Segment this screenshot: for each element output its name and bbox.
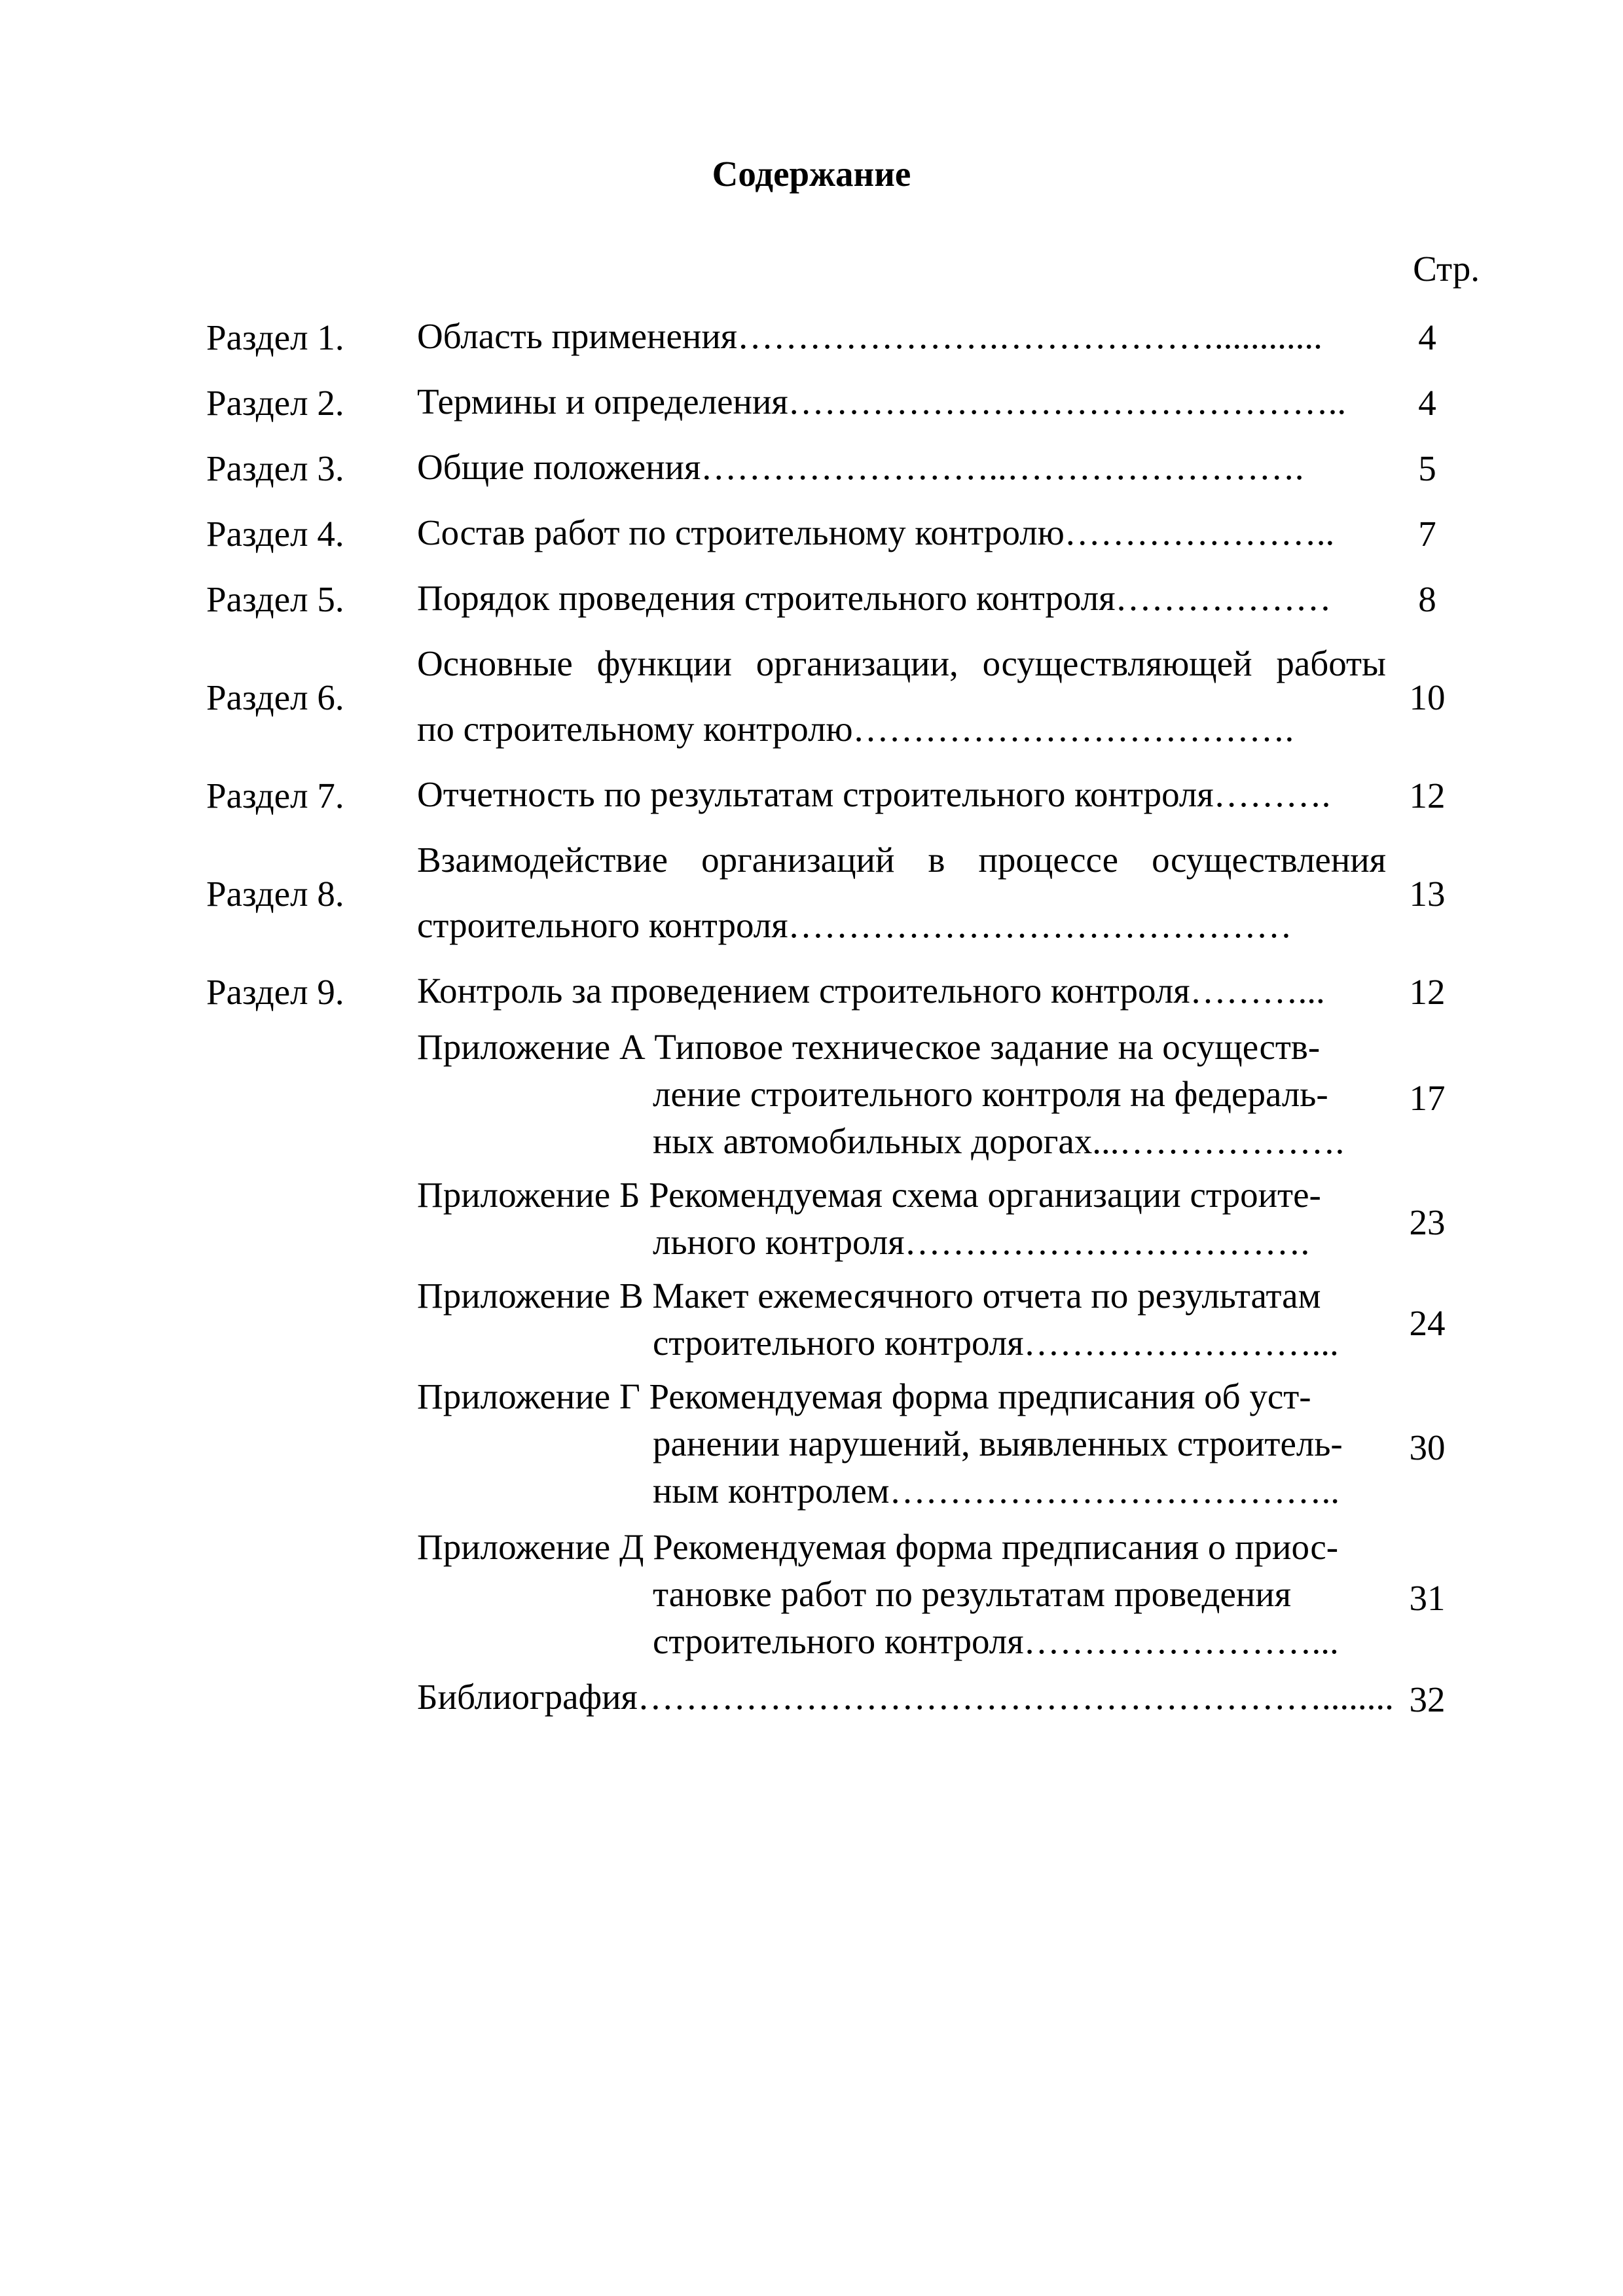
appendix-title-line: Приложение Г Рекомендуемая форма предписания об уст- xyxy=(417,1376,1311,1416)
appendix-title xyxy=(417,1524,1386,1665)
section-title xyxy=(417,435,1386,500)
section-title-line: Порядок проведения строительного контроля……………… xyxy=(417,578,1332,618)
section-title xyxy=(417,565,1386,631)
page-number: 23 xyxy=(1409,1202,1446,1242)
appendix-title-line: Приложение Д Рекомендуемая форма предписания о приос- xyxy=(417,1527,1339,1567)
section-title xyxy=(417,631,1386,762)
appendix-title xyxy=(417,1172,1386,1266)
section-title-line: по строительному контролю………………………………. xyxy=(417,709,1294,749)
toc-title: Содержание xyxy=(712,154,911,194)
section-label: Раздел 2. xyxy=(206,383,344,423)
section-title-line: Контроль за проведением строительного контроля………... xyxy=(417,971,1325,1011)
section-title xyxy=(417,369,1386,435)
appendix-title-line: ранении нарушений, выявленных строитель- xyxy=(653,1424,1343,1463)
section-title-line: Общие положения……………………..……………………. xyxy=(417,447,1304,487)
bibliography-title-line: Библиография…………………………………………………........ xyxy=(417,1677,1394,1717)
section-title xyxy=(417,827,1386,958)
section-title xyxy=(417,304,1386,369)
appendix-title-line: тановке работ по результатам проведения xyxy=(653,1574,1292,1614)
page-number: 32 xyxy=(1409,1679,1446,1719)
section-label: Раздел 3. xyxy=(206,448,344,488)
appendix-title-line: ных автомобильных дорогах...………………. xyxy=(653,1121,1345,1161)
section-label: Раздел 4. xyxy=(206,514,344,554)
appendix-title xyxy=(417,1272,1386,1367)
page-column-label: Стр. xyxy=(1413,249,1480,289)
section-title-line: Состав работ по строительному контролю………………….. xyxy=(417,512,1335,552)
section-title xyxy=(417,762,1386,827)
appendix-title xyxy=(417,1373,1386,1515)
section-title xyxy=(417,958,1386,1024)
bibliography-title xyxy=(417,1674,1394,1721)
page-number: 13 xyxy=(1409,874,1446,914)
appendix-title xyxy=(417,1024,1386,1165)
page-number: 12 xyxy=(1409,972,1446,1012)
section-label: Раздел 8. xyxy=(206,874,344,914)
section-label: Раздел 5. xyxy=(206,579,344,619)
appendix-title-line: Приложение А Типовое техническое задание на осуществ- xyxy=(417,1027,1321,1067)
appendix-title-line: ление строительного контроля на федераль- xyxy=(653,1074,1328,1114)
page-number: 7 xyxy=(1418,514,1436,554)
section-title xyxy=(417,500,1386,565)
section-label: Раздел 6. xyxy=(206,677,344,717)
page-number: 8 xyxy=(1418,579,1436,619)
page-number: 31 xyxy=(1409,1578,1446,1618)
section-label: Раздел 9. xyxy=(206,972,344,1012)
page-number: 5 xyxy=(1418,448,1436,488)
section-title-line: Взаимодействие организаций в процессе осуществления xyxy=(417,840,1386,880)
section-title-line: Термины и определения……………………………………….. xyxy=(417,382,1347,422)
appendix-title-line: строительного контроля……………………... xyxy=(653,1323,1339,1363)
appendix-title-line: Приложение Б Рекомендуемая схема организации строите- xyxy=(417,1175,1321,1215)
page-number: 24 xyxy=(1409,1303,1446,1343)
page-number: 10 xyxy=(1409,677,1446,717)
section-title-line: Основные функции организации, осуществляющей работы xyxy=(417,643,1386,683)
page-number: 4 xyxy=(1418,317,1436,357)
page-number: 4 xyxy=(1418,383,1436,423)
page-number: 17 xyxy=(1409,1078,1446,1118)
page-number: 30 xyxy=(1409,1427,1446,1467)
appendix-title-line: льного контроля……………………………. xyxy=(653,1222,1310,1262)
section-title-line: строительного контроля…………………………………… xyxy=(417,905,1292,945)
section-title-line: Отчетность по результатам строительного контроля………. xyxy=(417,774,1331,814)
section-label: Раздел 7. xyxy=(206,776,344,816)
appendix-title-line: строительного контроля……………………... xyxy=(653,1621,1339,1661)
appendix-title-line: Приложение В Макет ежемесячного отчета по результатам xyxy=(417,1276,1321,1316)
page-number: 12 xyxy=(1409,776,1446,816)
section-label: Раздел 1. xyxy=(206,317,344,357)
appendix-title-line: ным контролем……………………………….. xyxy=(653,1471,1340,1511)
section-title-line: Область применения………………….………………............ xyxy=(417,316,1322,356)
